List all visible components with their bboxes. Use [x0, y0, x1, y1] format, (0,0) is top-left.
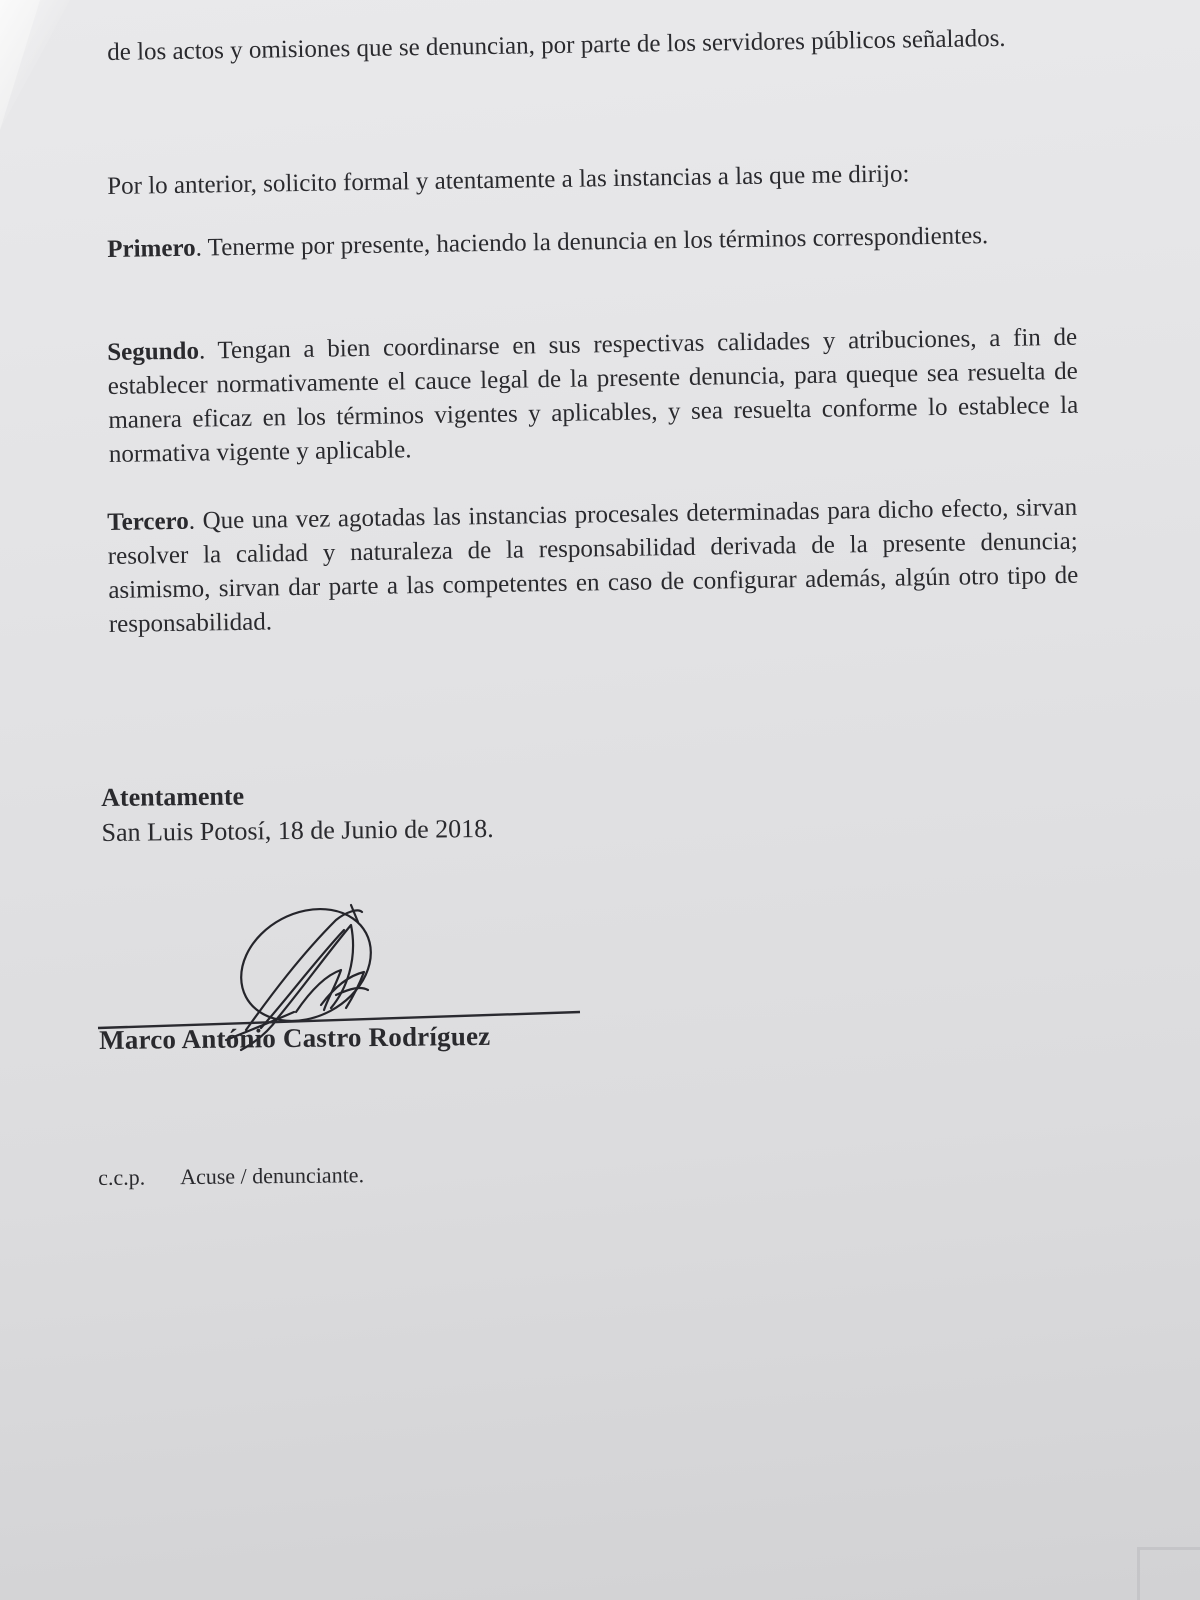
point-text: . Que una vez agotadas las instancias procesales determinadas para dicho efecto, sirvan resolver la calidad y naturaleza de la responsabilidad derivada de la presente denuncia; asimismo, sirvan dar parte a las competentes en caso de configurar además, algún otro tipo de responsabilidad.: [107, 493, 1079, 638]
point-heading: Tercero: [107, 507, 189, 536]
underlying-sheet-edge: [1137, 1547, 1200, 1600]
point-text: . Tengan a bien coordinarse en sus respectivas calidades y atribuciones, a fin de establecer normativamente el cauce legal de la presente denuncia, para queque sea resuelta de manera eficaz en los términos vigentes y aplicables, y sea resuelta conforme lo establece la normativa vigente y aplicable.: [107, 323, 1079, 468]
point-heading: Primero: [107, 234, 196, 263]
ccp-label: c.c.p.: [98, 1164, 146, 1190]
point-primero: [107, 218, 1077, 267]
paragraph-request: Por lo anterior, solicito formal y atentamente a las instancias a las que me dirijo:: [107, 160, 910, 200]
signer-name: Marco António Castro Rodríguez: [99, 1020, 491, 1055]
closing-place-date: San Luis Potosí, 18 de Junio de 2018.: [101, 813, 494, 847]
point-text: . Tenerme por presente, haciendo la denuncia en los términos correspondientes.: [195, 222, 989, 262]
ccp-line: [98, 1162, 364, 1191]
closing-block: [101, 776, 494, 850]
paragraph-intro: de los actos y omisiones que se denuncian, por parte de los servidores públicos señalados.: [107, 24, 1006, 66]
closing-salutation: Atentamente: [101, 781, 245, 812]
point-segundo: [107, 321, 1079, 472]
point-heading: Segundo: [107, 337, 200, 366]
point-tercero: [107, 491, 1079, 642]
ccp-value: Acuse / denunciante.: [179, 1162, 365, 1190]
